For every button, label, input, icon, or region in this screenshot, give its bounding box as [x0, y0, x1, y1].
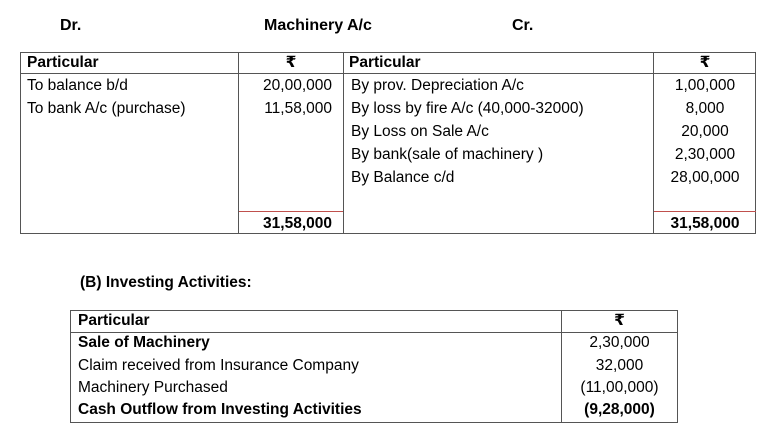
credit-particular: By Loss on Sale A/c	[351, 123, 489, 140]
debit-particular: To balance b/d	[27, 77, 128, 94]
investing-total-amount: (9,28,000)	[584, 401, 655, 418]
debit-particular-header: Particular	[27, 54, 99, 71]
investing-amount-header: ₹	[614, 312, 625, 329]
investing-amount: 2,30,000	[589, 334, 650, 351]
credit-amount-header: ₹	[699, 54, 711, 71]
credit-amount: 2,30,000	[674, 146, 736, 163]
investing-particular: Machinery Purchased	[78, 379, 228, 396]
credit-amount: 1,00,000	[674, 77, 736, 94]
credit-amount: 8,000	[685, 100, 725, 117]
debit-total: 31,58,000	[263, 215, 332, 232]
investing-total-particular: Cash Outflow from Investing Activities	[78, 401, 362, 418]
debit-amount-header: ₹	[285, 54, 297, 71]
investing-amount: 32,000	[595, 357, 644, 374]
investing-amount: (11,00,000)	[580, 379, 659, 396]
ledger-divider	[343, 53, 344, 233]
debit-particular: To bank A/c (purchase)	[27, 100, 186, 117]
machinery-ledger-table	[20, 52, 756, 234]
investing-particular-header: Particular	[78, 312, 150, 329]
investing-activities-table	[70, 310, 678, 423]
credit-amount: 28,00,000	[670, 169, 740, 186]
credit-amount: 20,000	[681, 123, 729, 140]
cr-label: Cr.	[512, 17, 534, 34]
credit-particular-header: Particular	[349, 54, 421, 71]
investing-heading: (B) Investing Activities:	[80, 274, 252, 291]
credit-particular: By prov. Depreciation A/c	[351, 77, 524, 94]
debit-amount: 20,00,000	[263, 77, 332, 94]
credit-particular: By loss by fire A/c (40,000-32000)	[351, 100, 584, 117]
investing-particular: Claim received from Insurance Company	[78, 357, 359, 374]
credit-total: 31,58,000	[670, 215, 740, 232]
investing-particular: Sale of Machinery	[78, 334, 210, 351]
credit-particular: By bank(sale of machinery )	[351, 146, 544, 163]
credit-particular: By Balance c/d	[351, 169, 455, 186]
dr-label: Dr.	[60, 17, 82, 34]
debit-amount: 11,58,000	[264, 100, 332, 117]
ledger-title: Machinery A/c	[264, 17, 372, 34]
